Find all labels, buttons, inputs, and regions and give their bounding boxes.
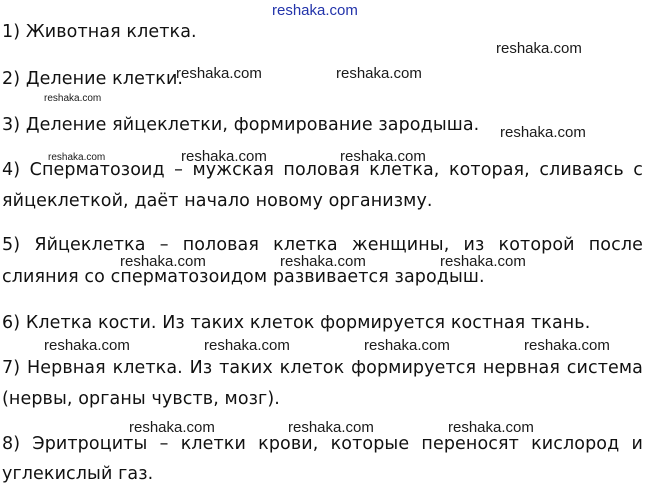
watermark: reshaka.com [340,148,426,165]
watermark: reshaka.com [204,337,290,354]
watermark: reshaka.com [44,337,130,354]
watermark: reshaka.com [280,253,366,270]
answer-item-4-line-1: 4) Сперматозоид – мужская половая клетка, которая, сливаясь с [2,160,643,180]
answer-item-8-line-1: 8) Эритроциты – клетки крови, которые переносят кислород и [2,434,643,454]
watermark: reshaka.com [336,65,422,82]
watermark: reshaka.com [496,40,582,57]
answer-item-2: 2) Деление клетки. [2,69,184,89]
answer-item-5-line-1: 5) Яйцеклетка – половая клетка женщины, из которой после [2,235,643,255]
answer-item-8-line-2: углекислый газ. [2,464,154,484]
answer-item-7-line-2: (нервы, органы чувств, мозг). [2,389,280,409]
answer-item-7-line-1: 7) Нервная клетка. Из таких клеток формируется нервная система [2,358,643,378]
watermark: reshaka.com [448,419,534,436]
watermark: reshaka.com [440,253,526,270]
watermark: reshaka.com [176,65,262,82]
answer-item-4-line-2: яйцеклеткой, даёт начало новому организму. [2,191,433,211]
watermark: reshaka.com [288,419,374,436]
watermark-top: reshaka.com [272,2,358,19]
watermark: reshaka.com [364,337,450,354]
watermark: reshaka.com [120,253,206,270]
watermark: reshaka.com [44,93,102,104]
watermark: reshaka.com [524,337,610,354]
watermark: reshaka.com [129,419,215,436]
answer-item-1: 1) Животная клетка. [2,22,197,42]
answer-item-3: 3) Деление яйцеклетки, формирование зародыша. [2,115,480,135]
answer-item-5-line-2: слияния со сперматозоидом развивается зародыш. [2,267,485,287]
watermark: reshaka.com [500,124,586,141]
watermark: reshaka.com [48,152,106,163]
answer-item-6: 6) Клетка кости. Из таких клеток формируется костная ткань. [2,313,591,333]
watermark: reshaka.com [181,148,267,165]
